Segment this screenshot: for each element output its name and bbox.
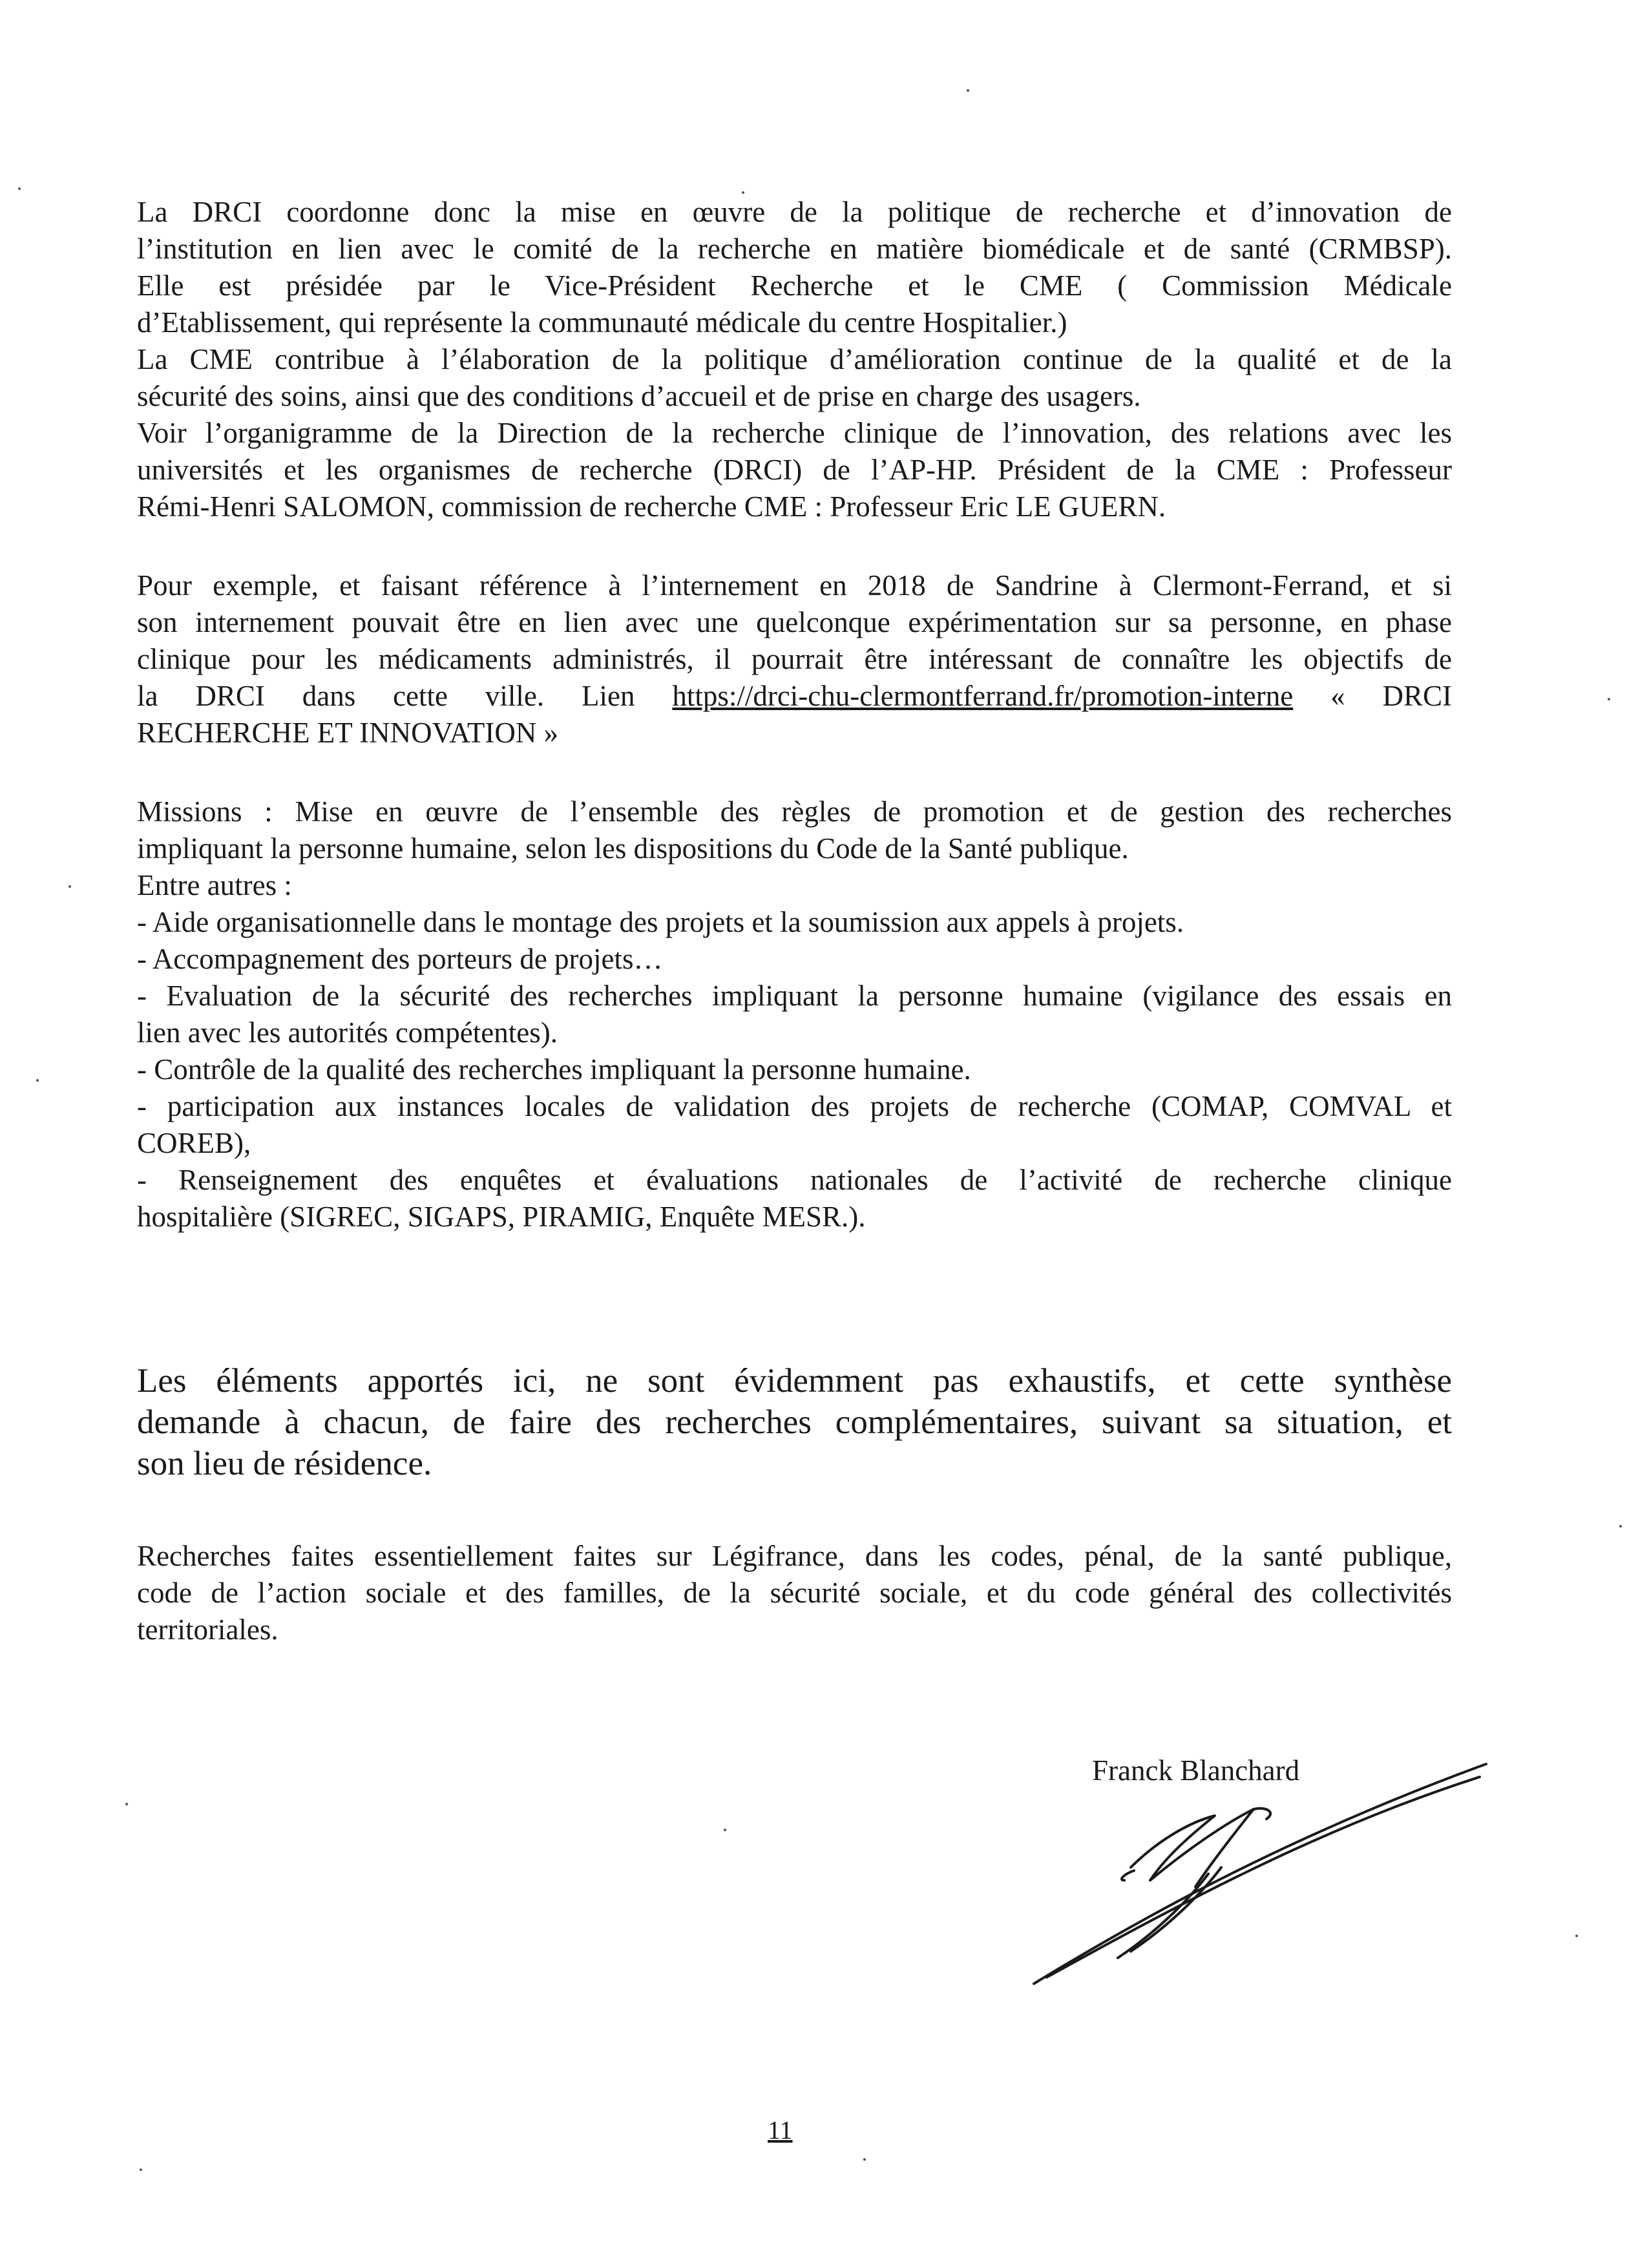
scan-speck xyxy=(1575,1935,1578,1937)
text-line: Voir l’organigramme de la Direction de la recherche clinique de l’innovation, des relations avec les xyxy=(137,417,1452,449)
text-line: Les éléments apportés ici, ne sont évidemment pas exhaustifs, et cette synthèse xyxy=(137,1362,1452,1400)
text-line: l’institution en lien avec le comité de la recherche en matière biomédicale et de santé (CRMBSP). xyxy=(137,233,1452,265)
list-item-continued: hospitalière (SIGREC, SIGAPS, PIRAMIG, Enquête MESR.). xyxy=(137,1201,866,1233)
text-line: Rémi-Henri SALOMON, commission de recherche CME : Professeur Eric LE GUERN. xyxy=(137,490,1166,523)
scan-speck xyxy=(967,89,969,92)
scan-speck xyxy=(1608,698,1610,700)
list-item: - Aide organisationnelle dans le montage des projets et la soumission aux appels à projets. xyxy=(137,906,1184,938)
scan-speck xyxy=(863,2158,866,2161)
text-line: La DRCI coordonne donc la mise en œuvre de la politique de recherche et d’innovation de xyxy=(137,196,1452,228)
scan-speck xyxy=(140,2168,142,2171)
handwritten-signature-icon xyxy=(1021,1745,1499,1990)
text-line: demande à chacun, de faire des recherches complémentaires, suivant sa situation, et xyxy=(137,1403,1452,1441)
text-line: Elle est présidée par le Vice-Président Recherche et le CME ( Commission Médicale xyxy=(137,269,1452,302)
paragraph-conclusion xyxy=(137,1360,1452,1484)
text-line: La CME contribue à l’élaboration de la politique d’amélioration continue de la qualité et de la xyxy=(137,343,1452,375)
text-line: territoriales. xyxy=(137,1613,278,1646)
text-line: son internement pouvait être en lien avec une quelconque expérimentation sur sa personne, en phase xyxy=(137,606,1452,638)
list-item-continued: COREB), xyxy=(137,1127,251,1159)
page-number: 11 xyxy=(768,2116,793,2145)
paragraph-missions xyxy=(137,793,1452,1235)
list-item: - participation aux instances locales de validation des projets de recherche (COMAP, COMVAL et xyxy=(137,1090,1452,1122)
text-line: impliquant la personne humaine, selon les dispositions du Code de la Santé publique. xyxy=(137,832,1129,865)
list-item: - Accompagnement des porteurs de projets… xyxy=(137,943,663,975)
list-item-continued: lien avec les autorités compétentes). xyxy=(137,1016,558,1049)
paragraph-drci-coordination xyxy=(137,194,1452,525)
scan-speck xyxy=(18,187,21,190)
text-line: Entre autres : xyxy=(137,869,292,901)
link-suffix: « DRCI xyxy=(1330,680,1453,712)
text-line: Recherches faites essentiellement faites sur Légifrance, dans les codes, pénal, de la santé publique, xyxy=(137,1540,1452,1572)
list-item: - Renseignement des enquêtes et évaluations nationales de l’activité de recherche clinique xyxy=(137,1164,1452,1196)
text-line: RECHERCHE ET INNOVATION » xyxy=(137,717,559,749)
scan-speck xyxy=(724,1829,726,1831)
text-line: son lieu de résidence. xyxy=(137,1445,432,1482)
text-line: Missions : Mise en œuvre de l’ensemble des règles de promotion et de gestion des recherches xyxy=(137,795,1452,828)
scan-speck xyxy=(1619,1525,1622,1528)
scan-speck xyxy=(36,1079,39,1082)
scan-speck xyxy=(68,885,71,888)
list-item: - Contrôle de la qualité des recherches impliquant la personne humaine. xyxy=(137,1053,971,1086)
text-line: clinique pour les médicaments administrés, il pourrait être intéressant de connaître les objectifs de xyxy=(137,643,1452,675)
signature-name: Franck Blanchard xyxy=(1092,1754,1300,1787)
text-line: code de l’action sociale et des familles, de la sécurité sociale, et du code général des collectivités xyxy=(137,1577,1452,1609)
link-prefix: la DRCI dans cette ville. Lien xyxy=(137,680,635,712)
paragraph-example-clermont xyxy=(137,567,1452,751)
scan-speck xyxy=(742,191,744,194)
text-line: sécurité des soins, ainsi que des conditions d’accueil et de prise en charge des usagers. xyxy=(137,380,1141,412)
scan-speck xyxy=(125,1803,128,1805)
text-line-with-link xyxy=(137,678,1452,715)
list-item: - Evaluation de la sécurité des recherches impliquant la personne humaine (vigilance des essais en xyxy=(137,980,1452,1012)
text-line: Pour exemple, et faisant référence à l’internement en 2018 de Sandrine à Clermont-Ferrand, et si xyxy=(137,569,1452,602)
text-line: d’Etablissement, qui représente la communauté médicale du centre Hospitalier.) xyxy=(137,306,1067,339)
drci-clermont-link[interactable]: https://drci-chu-clermontferrand.fr/promotion-interne xyxy=(672,680,1294,712)
paragraph-sources xyxy=(137,1538,1452,1648)
text-line: universités et les organismes de recherche (DRCI) de l’AP-HP. Président de la CME : Professeur xyxy=(137,454,1452,486)
